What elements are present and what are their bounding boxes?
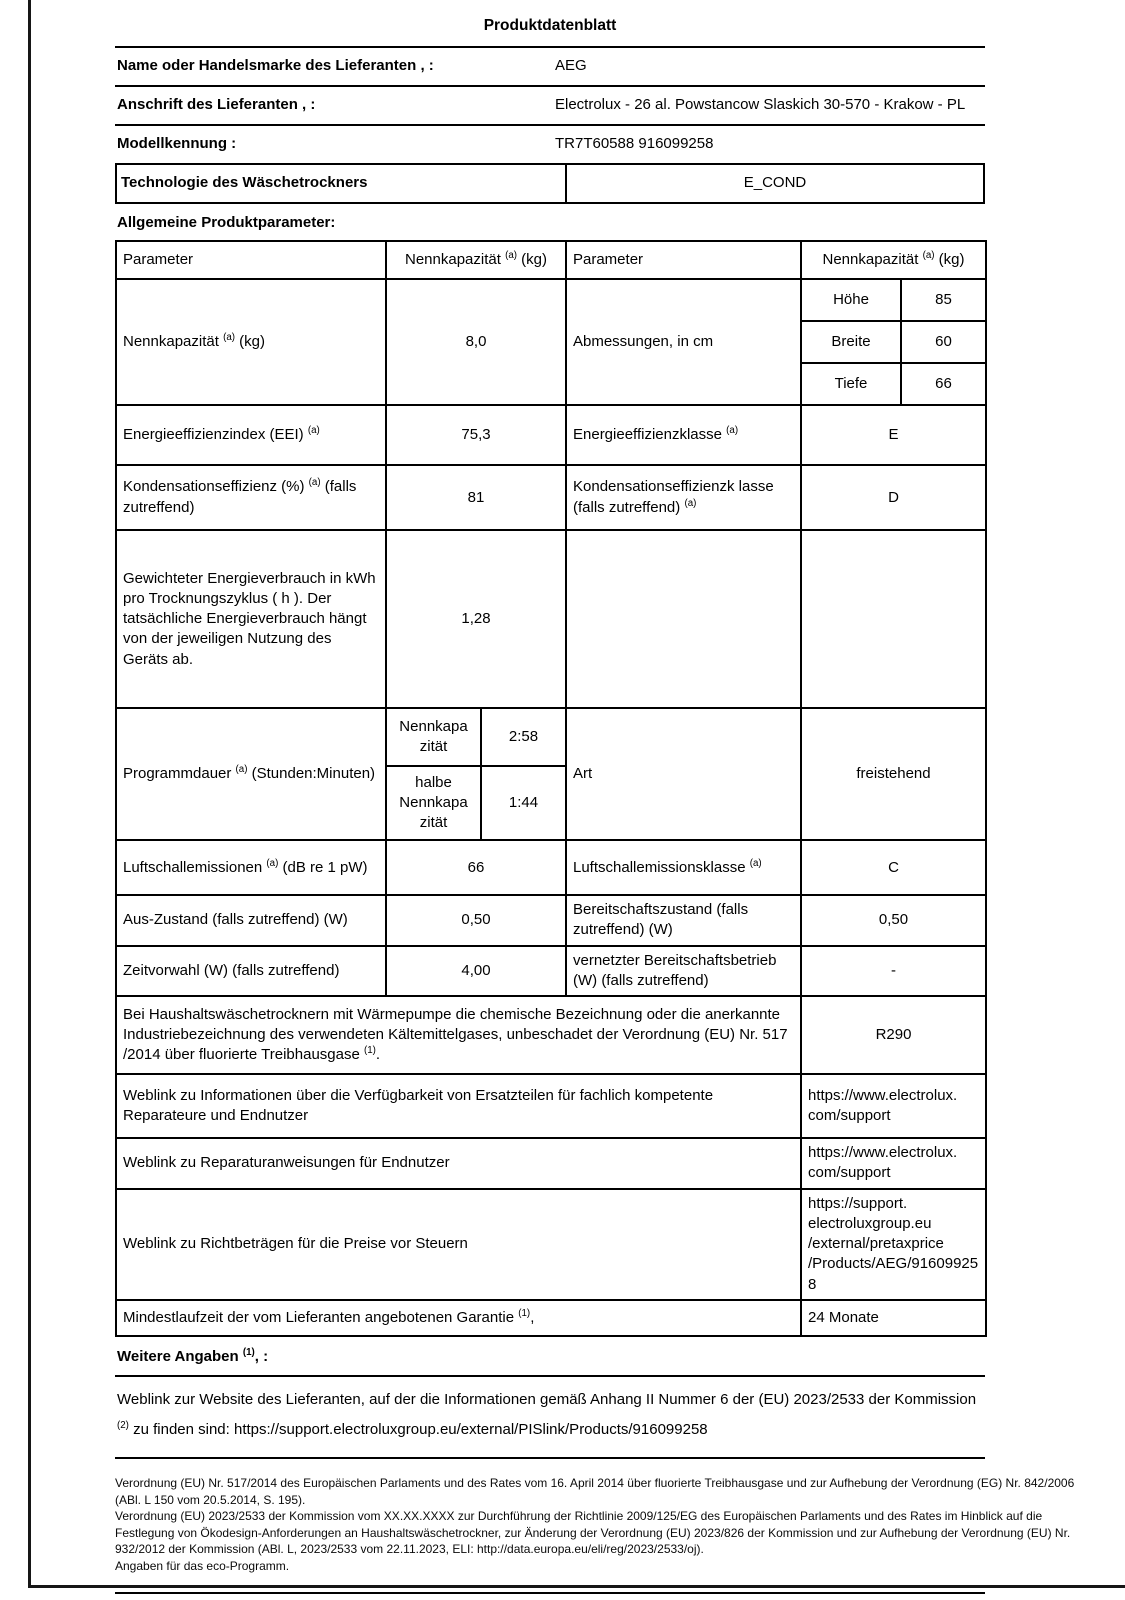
dimension-height-label: Höhe xyxy=(801,279,901,321)
noise-value: 66 xyxy=(386,840,566,895)
pretax-price-label: Weblink zu Richtbeträgen für die Preise vor Steuern xyxy=(116,1189,801,1300)
row-condensation xyxy=(116,465,986,530)
program-full-capacity-value: 2:58 xyxy=(481,708,566,766)
condensation-class-label: Kondensationseffizienzk lasse (falls zutreffend) $^{(a)}$ xyxy=(566,465,801,530)
energy-consumption-label: Gewichteter Energieverbrauch in kWh pro Trocknungszyklus ( h ). Der tatsächliche Energieverbrauch hängt von der jeweiligen Nutzung des Geräts ab. xyxy=(116,530,386,708)
type-value: freistehend xyxy=(801,708,986,840)
row-warranty xyxy=(116,1300,986,1336)
supplier-address-label: Anschrift des Lieferanten , : xyxy=(117,96,316,114)
row-delay-start xyxy=(116,946,986,997)
dryer-technology-value: E_COND xyxy=(743,174,807,192)
program-duration-label: Programmdauer $^{(a)}$ (Stunden:Minuten) xyxy=(116,708,386,840)
standby-label: Bereitschaftszustand (falls zutreffend) (W) xyxy=(566,895,801,946)
model-id-value: TR7T60588 916099258 xyxy=(555,135,714,153)
dimension-depth-label: Tiefe xyxy=(801,363,901,405)
model-id-row xyxy=(115,126,985,165)
networked-standby-value: - xyxy=(801,946,986,997)
repair-instructions-label: Weblink zu Reparaturanweisungen für Endnutzer xyxy=(116,1138,801,1189)
off-mode-value: 0,50 xyxy=(386,895,566,946)
dryer-technology-row xyxy=(115,165,985,204)
supplier-website-text: Weblink zur Website des Lieferanten, auf der die Informationen gemäß Anhang II Nummer 6 der (EU) 2023/2533 der Kommission $^{(2)}$ zu finden sind: xyxy=(117,1391,977,1439)
standby-value: 0,50 xyxy=(801,895,986,946)
noise-label: Luftschallemissionen $^{(a)}$ (dB re 1 pW) xyxy=(116,840,386,895)
general-parameters-heading: Allgemeine Produktparameter: xyxy=(117,213,336,231)
delay-start-label: Zeitvorwahl (W) (falls zutreffend) xyxy=(116,946,386,997)
eei-value: 75,3 xyxy=(386,405,566,465)
row-program-duration xyxy=(116,708,986,766)
program-half-capacity-value: 1:44 xyxy=(481,766,566,840)
table-header-row xyxy=(116,241,986,279)
header-parameter-left: Parameter xyxy=(116,241,386,279)
footnote-regulation-517-2014: Verordnung (EU) Nr. 517/2014 des Europäischen Parlaments und des Rates vom 16. April 2014 über fluorierte Treibhausgase und zur Aufhebung der Verordnung (EG) Nr. 842/2006 (ABl. L 150 vom 20.5.2014, S. 195). xyxy=(115,1476,1075,1507)
row-capacity-dimensions xyxy=(116,279,986,321)
dimensions-label: Abmessungen, in cm xyxy=(566,279,801,405)
program-half-capacity-label: halbe Nennkapa zität xyxy=(386,766,481,840)
supplier-website-paragraph xyxy=(115,1377,985,1459)
eei-label: Energieeffizienzindex (EEI) $^{(a)}$ xyxy=(116,405,386,465)
supplier-info-section xyxy=(115,46,985,204)
row-noise xyxy=(116,840,986,895)
empty-cell xyxy=(801,530,986,708)
supplier-address-row xyxy=(115,87,985,126)
product-parameters-table xyxy=(115,240,987,1337)
dimension-width-label: Breite xyxy=(801,321,901,363)
datasheet-page xyxy=(115,10,1075,1594)
dimension-depth-value: 66 xyxy=(901,363,986,405)
supplier-name-label: Name oder Handelsmarke des Lieferanten , : xyxy=(117,57,434,75)
spare-parts-label: Weblink zu Informationen über die Verfügbarkeit von Ersatzteilen für fachlich kompetente Reparateure und Endnutzer xyxy=(116,1074,801,1138)
warranty-value: 24 Monate xyxy=(801,1300,986,1336)
pretax-price-link[interactable]: https://support. electroluxgroup.eu /external/pretaxprice /Products/AEG/916099258 xyxy=(801,1189,986,1300)
supplier-name-value: AEG xyxy=(555,57,587,75)
footnotes-block xyxy=(115,1475,1090,1574)
row-energy-consumption xyxy=(116,530,986,708)
condensation-class-value: D xyxy=(801,465,986,530)
dryer-technology-label: Technologie des Wäschetrockners xyxy=(117,165,567,202)
row-off-mode xyxy=(116,895,986,946)
row-energy-efficiency xyxy=(116,405,986,465)
header-capacity-right: Nennkapazität $^{(a)}$ (kg) xyxy=(801,241,986,279)
header-capacity-left: Nennkapazität $^{(a)}$ (kg) xyxy=(386,241,566,279)
document-title: Produktdatenblatt xyxy=(483,17,617,34)
dimension-width-value: 60 xyxy=(901,321,986,363)
more-info-heading: Weitere Angaben $^{(1)}$, : xyxy=(115,1337,985,1377)
row-repair-link xyxy=(116,1138,986,1189)
noise-class-label: Luftschallemissionsklasse $^{(a)}$ xyxy=(566,840,801,895)
capacity-value: 8,0 xyxy=(386,279,566,405)
capacity-label: Nennkapazität $^{(a)}$ (kg) xyxy=(116,279,386,405)
program-full-capacity-label: Nennkapa zität xyxy=(386,708,481,766)
spare-parts-link[interactable]: https://www.electrolux. com/support xyxy=(801,1074,986,1138)
header-parameter-right: Parameter xyxy=(566,241,801,279)
energy-class-label: Energieeffizienzklasse $^{(a)}$ xyxy=(566,405,801,465)
supplier-website-link[interactable]: https://support.electroluxgroup.eu/external/PISlink/Products/916099258 xyxy=(234,1421,708,1439)
type-label: Art xyxy=(566,708,801,840)
energy-class-value: E xyxy=(801,405,986,465)
row-pretax-price-link xyxy=(116,1189,986,1300)
row-refrigerant xyxy=(116,996,986,1074)
condensation-value: 81 xyxy=(386,465,566,530)
footnote-eco-program: Angaben für das eco-Programm. xyxy=(115,1558,290,1573)
supplier-name-row xyxy=(115,48,985,87)
delay-start-value: 4,00 xyxy=(386,946,566,997)
refrigerant-label: Bei Haushaltswäschetrocknern mit Wärmepumpe die chemische Bezeichnung oder die anerkannte Industriebezeichnung des verwendeten Kältemittelgases, unbeschadet der Verordnung (EU) Nr. 517 /2014 über fluorierte Treibhausgase $^{(1)}$. xyxy=(116,996,801,1074)
refrigerant-value: R290 xyxy=(801,996,986,1074)
repair-instructions-link[interactable]: https://www.electrolux. com/support xyxy=(801,1138,986,1189)
row-spare-parts-link xyxy=(116,1074,986,1138)
empty-cell xyxy=(566,530,801,708)
model-id-label: Modellkennung : xyxy=(117,135,237,153)
dimension-height-value: 85 xyxy=(901,279,986,321)
footnote-regulation-2023-2533: Verordnung (EU) 2023/2533 der Kommission vom XX.XX.XXXX zur Durchführung der Richtlinie 2009/125/EG des Europäischen Parlaments und des Rates im Hinblick auf die Festlegung von Ökodesign-Anforderungen an Haushaltswäschetrockner, zur Änderung der Verordnung (EU) 2023/826 der Kommission und zur Aufhebung der Verordnung (EU) Nr. 932/2012 der Kommission (ABl. L, 2023/2533 vom 22.11.2023, ELI: http://data.europa.eu/eli/reg/2023/2533/oj). xyxy=(115,1509,1071,1557)
warranty-label: Mindestlaufzeit der vom Lieferanten angebotenen Garantie $^{(1)}$, xyxy=(116,1300,801,1336)
networked-standby-label: vernetzter Bereitschaftsbetrieb (W) (falls zutreffend) xyxy=(566,946,801,997)
supplier-address-value: Electrolux - 26 al. Powstancow Slaskich 30-570 - Krakow - PL xyxy=(555,96,966,114)
off-mode-label: Aus-Zustand (falls zutreffend) (W) xyxy=(116,895,386,946)
condensation-label: Kondensationseffizienz (%) $^{(a)}$ (falls zutreffend) xyxy=(116,465,386,530)
noise-class-value: C xyxy=(801,840,986,895)
energy-consumption-value: 1,28 xyxy=(386,530,566,708)
bottom-rule xyxy=(115,1592,985,1594)
